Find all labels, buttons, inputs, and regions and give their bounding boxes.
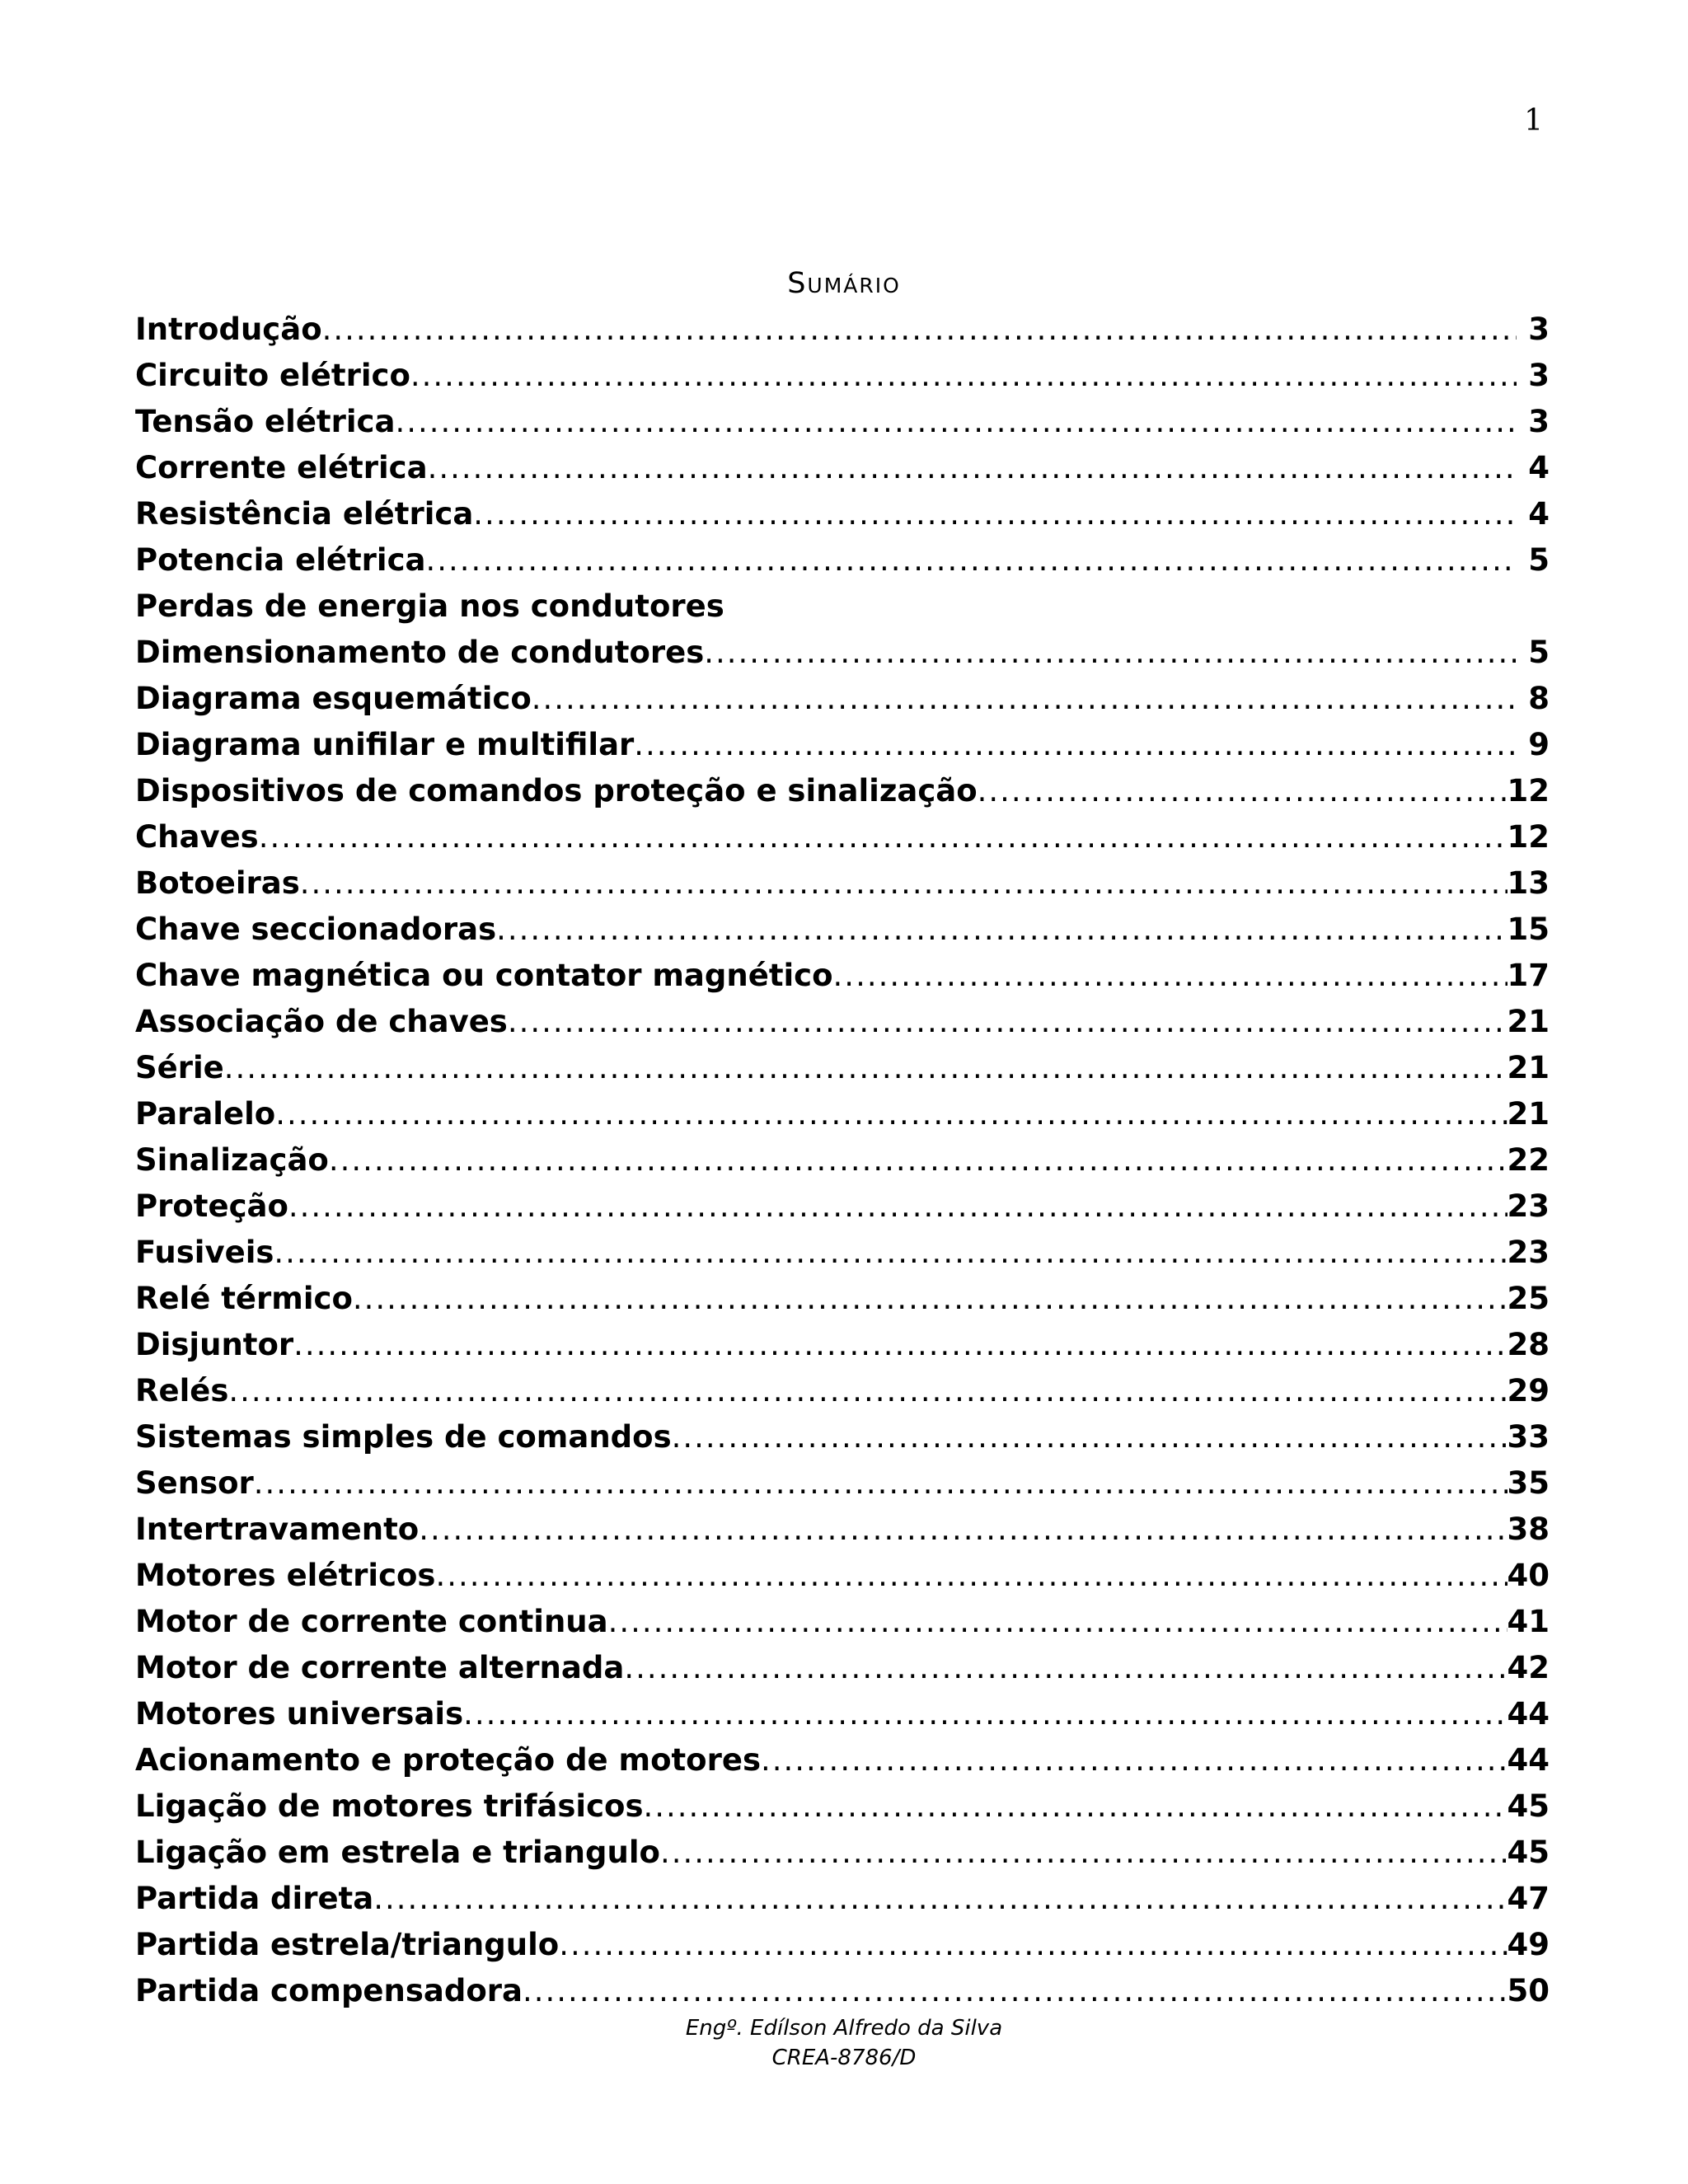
toc-dot-leader — [426, 537, 1517, 583]
table-of-contents — [135, 307, 1550, 2014]
footer-author: Engº. Edílson Alfredo da Silva — [685, 2016, 1003, 2041]
toc-entry-page: 17 — [1507, 958, 1550, 993]
toc-entry-page: 50 — [1507, 1973, 1550, 2008]
toc-dot-leader — [254, 1460, 1507, 1507]
toc-entry-label: Sinalização — [135, 1142, 329, 1178]
toc-dot-leader — [978, 768, 1507, 814]
toc-entry-label: Chaves — [135, 819, 259, 855]
toc-entry-page: 44 — [1507, 1742, 1550, 1778]
toc-entry-label: Diagrama unifilar e multifilar — [135, 727, 635, 762]
page-number: 1 — [1524, 104, 1543, 138]
toc-dot-leader — [496, 907, 1507, 953]
toc-dot-leader — [288, 1183, 1507, 1230]
toc-entry-page: 15 — [1507, 912, 1550, 947]
toc-entry — [135, 1876, 1550, 1922]
toc-entry-label: Fusiveis — [135, 1235, 274, 1270]
toc-entry-label: Botoeiras — [135, 865, 300, 901]
toc-entry — [135, 630, 1550, 676]
toc-entry-page: 3 — [1528, 404, 1550, 439]
toc-entry-page: 23 — [1507, 1188, 1550, 1224]
toc-dot-leader — [508, 999, 1507, 1045]
toc-entry-page: 35 — [1507, 1465, 1550, 1501]
toc-entry-label: Disjuntor — [135, 1327, 294, 1362]
toc-entry-label: Série — [135, 1050, 224, 1085]
toc-entry — [135, 1045, 1550, 1091]
toc-entry-label: Partida estrela/triangulo — [135, 1927, 560, 1962]
toc-entry — [135, 307, 1550, 353]
toc-entry-label: Sistemas simples de comandos — [135, 1419, 672, 1455]
toc-entry — [135, 1507, 1550, 1553]
toc-entry-page: 4 — [1528, 450, 1550, 485]
toc-entry-page: 25 — [1507, 1281, 1550, 1316]
toc-dot-leader — [353, 1276, 1507, 1322]
toc-dot-leader — [419, 1507, 1507, 1553]
toc-entry-label: Acionamento e proteção de motores — [135, 1742, 761, 1778]
toc-entry — [135, 953, 1550, 999]
toc-entry-page: 9 — [1528, 727, 1550, 762]
toc-entry-page: 45 — [1507, 1788, 1550, 1824]
toc-entry — [135, 1276, 1550, 1322]
toc-entry — [135, 1691, 1550, 1737]
toc-entry-label: Diagrama esquemático — [135, 681, 532, 716]
toc-entry-page: 5 — [1528, 542, 1550, 578]
toc-entry — [135, 1460, 1550, 1507]
toc-dot-leader — [532, 676, 1517, 722]
toc-entry — [135, 1553, 1550, 1599]
toc-entry-label: Associação de chaves — [135, 1004, 508, 1039]
toc-entry-page: 40 — [1507, 1558, 1550, 1593]
toc-entry-label: Relé térmico — [135, 1281, 353, 1316]
toc-entry-label: Ligação em estrela e triangulo — [135, 1835, 660, 1870]
toc-dot-leader — [275, 1091, 1507, 1137]
toc-dot-leader — [608, 1599, 1507, 1645]
toc-title: Sumário — [787, 267, 901, 300]
toc-entry-page: 8 — [1528, 681, 1550, 716]
toc-entry-label: Motores elétricos — [135, 1558, 436, 1593]
toc-entry — [135, 399, 1550, 445]
toc-entry — [135, 1922, 1550, 1968]
toc-entry — [135, 1368, 1550, 1414]
toc-entry-page: 33 — [1507, 1419, 1550, 1455]
toc-dot-leader — [435, 1553, 1507, 1599]
toc-dot-leader — [410, 353, 1517, 399]
toc-entry — [135, 1322, 1550, 1368]
toc-dot-leader — [395, 399, 1517, 445]
toc-entry-page: 21 — [1507, 1050, 1550, 1085]
toc-entry-page: 45 — [1507, 1835, 1550, 1870]
toc-entry-label: Introdução — [135, 312, 322, 347]
toc-entry — [135, 860, 1550, 907]
toc-entry — [135, 353, 1550, 399]
toc-entry-page: 23 — [1507, 1235, 1550, 1270]
toc-entry-label: Circuito elétrico — [135, 358, 410, 393]
toc-entry — [135, 1137, 1550, 1183]
toc-entry — [135, 537, 1550, 583]
toc-dot-leader — [624, 1645, 1507, 1691]
toc-entry-label: Partida direta — [135, 1881, 374, 1916]
toc-entry — [135, 445, 1550, 491]
toc-entry-page: 3 — [1528, 312, 1550, 347]
toc-entry — [135, 1091, 1550, 1137]
toc-entry-label: Motores universais — [135, 1696, 464, 1732]
toc-dot-leader — [373, 1876, 1507, 1922]
toc-entry-page: 21 — [1507, 1004, 1550, 1039]
toc-dot-leader — [228, 1368, 1507, 1414]
toc-dot-leader — [428, 445, 1517, 491]
toc-entry-label: Corrente elétrica — [135, 450, 428, 485]
toc-entry — [135, 999, 1550, 1045]
toc-entry-page: 44 — [1507, 1696, 1550, 1732]
toc-dot-leader — [559, 1922, 1507, 1968]
toc-entry-page: 13 — [1507, 865, 1550, 901]
toc-dot-leader — [259, 814, 1507, 860]
toc-entry-label: Partida compensadora — [135, 1973, 523, 2008]
toc-entry-page: 5 — [1528, 635, 1550, 670]
toc-entry-page: 38 — [1507, 1511, 1550, 1547]
toc-dot-leader — [293, 1322, 1507, 1368]
toc-entry — [135, 768, 1550, 814]
toc-entry-label: Dispositivos de comandos proteção e sinalização — [135, 773, 978, 808]
toc-entry — [135, 491, 1550, 537]
toc-entry-label: Paralelo — [135, 1096, 276, 1132]
toc-entry-page: 12 — [1507, 773, 1550, 808]
toc-entry — [135, 1599, 1550, 1645]
toc-entry-page: 47 — [1507, 1881, 1550, 1916]
toc-dot-leader — [643, 1783, 1507, 1830]
toc-dot-leader — [833, 953, 1507, 999]
toc-entry-label: Proteção — [135, 1188, 288, 1224]
toc-entry-label: Motor de corrente alternada — [135, 1650, 625, 1685]
toc-dot-leader — [322, 307, 1517, 353]
toc-entry-label: Sensor — [135, 1465, 254, 1501]
toc-entry-label: Motor de corrente continua — [135, 1604, 608, 1639]
toc-entry-label: Perdas de energia nos condutores — [135, 588, 724, 624]
toc-entry — [135, 583, 1550, 630]
page-footer — [0, 2013, 1688, 2073]
toc-entry — [135, 1968, 1550, 2014]
toc-dot-leader — [704, 630, 1517, 676]
toc-entry — [135, 676, 1550, 722]
toc-dot-leader — [329, 1137, 1507, 1183]
toc-entry — [135, 814, 1550, 860]
toc-entry-page: 28 — [1507, 1327, 1550, 1362]
toc-entry-page: 41 — [1507, 1604, 1550, 1639]
toc-entry — [135, 1183, 1550, 1230]
toc-entry — [135, 1737, 1550, 1783]
toc-entry — [135, 1414, 1550, 1460]
toc-entry-label: Resistência elétrica — [135, 496, 474, 532]
toc-entry-label: Potencia elétrica — [135, 542, 426, 578]
toc-dot-leader — [300, 860, 1507, 907]
toc-dot-leader — [672, 1414, 1507, 1460]
toc-entry-page: 4 — [1528, 496, 1550, 532]
toc-entry-label: Relés — [135, 1373, 229, 1408]
toc-entry-label: Chave seccionadoras — [135, 912, 497, 947]
toc-entry-page: 3 — [1528, 358, 1550, 393]
toc-dot-leader — [274, 1230, 1507, 1276]
toc-dot-leader — [761, 1737, 1507, 1783]
toc-dot-leader — [463, 1691, 1507, 1737]
toc-dot-leader — [224, 1045, 1507, 1091]
toc-entry — [135, 1783, 1550, 1830]
toc-entry-label: Ligação de motores trifásicos — [135, 1788, 644, 1824]
toc-entry-page: 42 — [1507, 1650, 1550, 1685]
toc-dot-leader — [523, 1968, 1507, 2014]
toc-entry-label: Intertravamento — [135, 1511, 420, 1547]
toc-entry-label: Tensão elétrica — [135, 404, 396, 439]
toc-entry-label: Chave magnética ou contator magnético — [135, 958, 833, 993]
toc-dot-leader — [473, 491, 1517, 537]
toc-entry-page: 22 — [1507, 1142, 1550, 1178]
toc-entry — [135, 1645, 1550, 1691]
toc-entry — [135, 1230, 1550, 1276]
toc-entry-page: 21 — [1507, 1096, 1550, 1132]
footer-registration: CREA-8786/D — [771, 2046, 917, 2070]
toc-entry-page: 49 — [1507, 1927, 1550, 1962]
toc-entry-label: Dimensionamento de condutores — [135, 635, 705, 670]
toc-dot-leader — [660, 1830, 1507, 1876]
toc-entry — [135, 722, 1550, 768]
toc-entry — [135, 907, 1550, 953]
toc-dot-leader — [634, 722, 1517, 768]
toc-entry-page: 29 — [1507, 1373, 1550, 1408]
toc-entry-page: 12 — [1507, 819, 1550, 855]
toc-entry — [135, 1830, 1550, 1876]
